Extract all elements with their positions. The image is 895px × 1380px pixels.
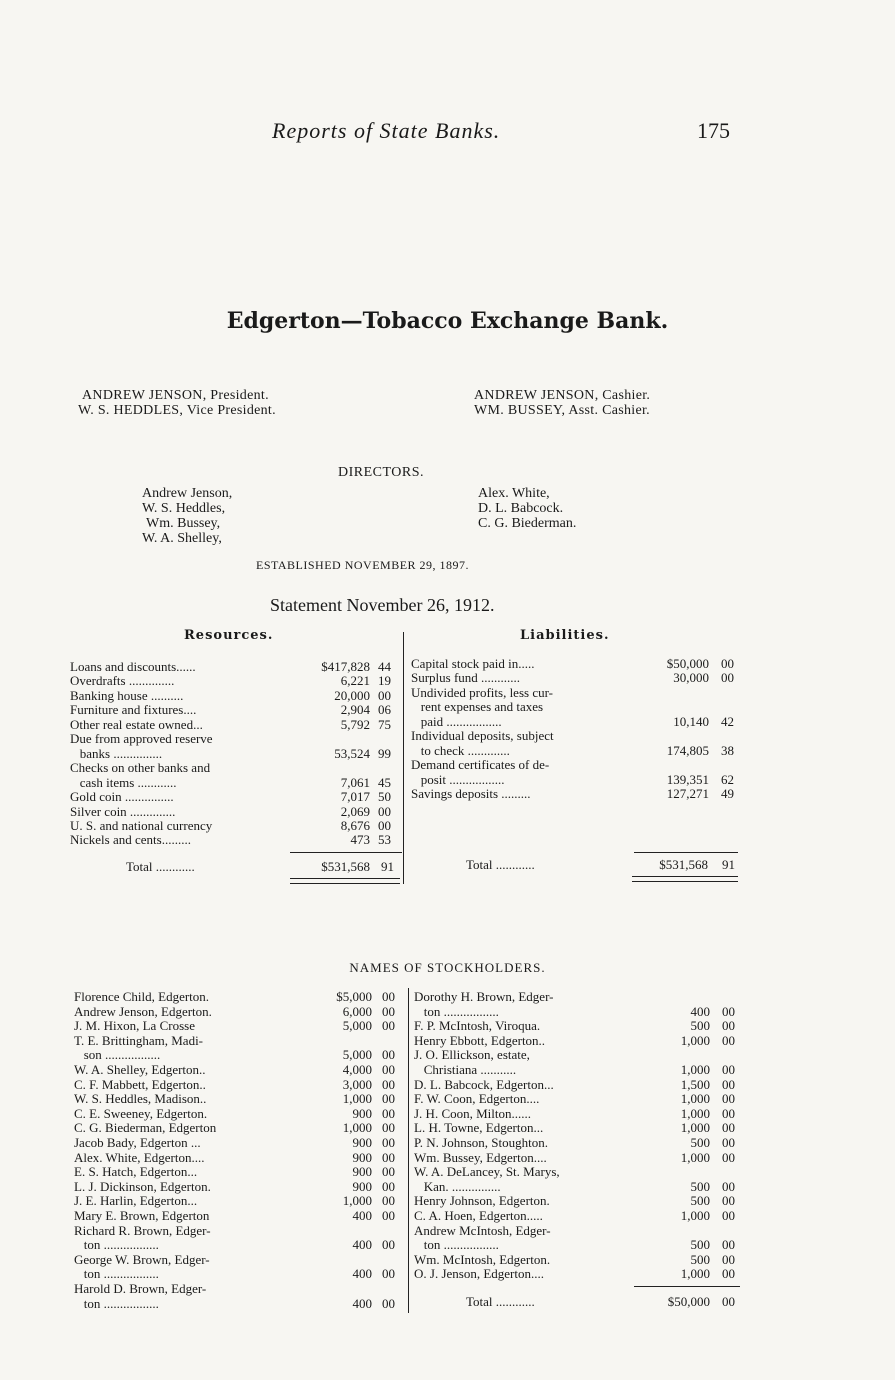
stockholder-name: Kan. ............... <box>414 1178 501 1194</box>
amount-dollars: 1,000 <box>680 1149 710 1165</box>
amount-cents: 00 <box>722 1135 735 1150</box>
stockholder-name: Andrew Jenson, Edgerton. <box>74 1003 212 1019</box>
liability-label: Individual deposits, subject <box>411 728 554 744</box>
amount-dollars: 1,000 <box>342 1091 372 1107</box>
amount-dollars: 400 <box>352 1295 372 1311</box>
amount-cents: 53 <box>378 832 391 848</box>
resource-label: Other real estate owned... <box>70 716 203 732</box>
amount-dollars: 400 <box>352 1237 372 1253</box>
amount-dollars: $5,000 <box>336 989 372 1004</box>
amount-cents: 00 <box>722 1018 735 1034</box>
liability-row <box>411 657 741 671</box>
director-name: Andrew Jenson, <box>142 486 233 501</box>
liability-label: rent expenses and taxes <box>411 699 544 715</box>
amount-dollars: 1,000 <box>342 1193 372 1209</box>
amount-dollars: 53,524 <box>334 745 370 761</box>
amount-cents: 00 <box>722 1003 735 1019</box>
stockholder-name: Jacob Bady, Edgerton ... <box>74 1135 201 1150</box>
resources-heading: Resources. <box>184 628 274 643</box>
stockholder-row <box>414 1136 742 1150</box>
stockholder-name: Wm. Bussey, Edgerton.... <box>414 1149 547 1165</box>
director-name: Wm. Bussey, <box>146 516 221 531</box>
directors-heading: DIRECTORS. <box>338 465 425 480</box>
stockholder-row <box>414 1048 742 1062</box>
column-divider <box>408 988 409 1313</box>
amount-dollars: $50,000 <box>666 656 709 671</box>
total-label: Total ............ <box>466 857 535 872</box>
amount-dollars: 3,000 <box>342 1076 372 1092</box>
amount-dollars: 5,000 <box>342 1047 372 1063</box>
resource-label: Due from approved reserve <box>70 731 213 747</box>
total-cents: 91 <box>381 859 394 874</box>
amount-dollars: 900 <box>352 1105 372 1121</box>
resource-row <box>70 805 402 819</box>
stockholder-row <box>74 1194 404 1208</box>
total-dollars: $531,568 <box>659 857 708 872</box>
stockholder-name: George W. Brown, Edger- <box>74 1251 210 1267</box>
resource-row <box>70 833 402 847</box>
amount-dollars: 1,000 <box>680 1266 710 1282</box>
stockholder-row <box>74 1282 404 1296</box>
amount-dollars: 473 <box>350 832 370 848</box>
stockholder-name: ton ................. <box>414 1237 499 1253</box>
total-cents: 00 <box>722 1294 735 1309</box>
stockholder-row <box>74 1005 404 1019</box>
stockholder-name: Richard R. Brown, Edger- <box>74 1222 211 1238</box>
stockholder-name: L. J. Dickinson, Edgerton. <box>74 1178 211 1194</box>
amount-dollars: 1,000 <box>680 1091 710 1107</box>
amount-cents: 00 <box>382 1105 395 1121</box>
stockholder-row <box>74 1034 404 1048</box>
stockholder-name: ton ................. <box>414 1003 499 1019</box>
amount-cents: 00 <box>382 1091 395 1107</box>
liability-label: to check ............. <box>411 742 510 758</box>
resource-row <box>70 819 402 833</box>
amount-cents: 00 <box>382 1076 395 1092</box>
running-title: Reports of State Banks. <box>272 118 501 143</box>
total-rule <box>634 1286 740 1287</box>
amount-dollars: 1,000 <box>680 1032 710 1048</box>
amount-dollars: 10,140 <box>673 713 709 729</box>
amount-dollars: 4,000 <box>342 1062 372 1077</box>
stockholder-row <box>414 1253 742 1267</box>
stockholder-name: Henry Johnson, Edgerton. <box>414 1193 550 1209</box>
page-number: 175 <box>697 118 730 143</box>
stockholder-row <box>74 1297 404 1311</box>
amount-cents: 00 <box>722 1032 735 1048</box>
amount-cents: 00 <box>722 1237 735 1253</box>
stockholder-name: Florence Child, Edgerton. <box>74 989 210 1004</box>
resource-label: Banking house .......... <box>70 687 184 703</box>
amount-cents: 00 <box>382 1149 395 1165</box>
amount-dollars: 400 <box>352 1208 372 1223</box>
amount-dollars: 500 <box>690 1251 710 1267</box>
stockholder-name: D. L. Babcock, Edgerton... <box>414 1076 554 1092</box>
amount-cents: 00 <box>722 1251 735 1267</box>
amount-cents: 19 <box>378 673 391 689</box>
amount-cents: 00 <box>722 1208 735 1223</box>
amount-cents: 49 <box>721 786 734 802</box>
stockholder-row <box>74 1209 404 1223</box>
amount-cents: 00 <box>722 1091 735 1107</box>
amount-dollars: 500 <box>690 1018 710 1034</box>
liability-row <box>411 700 741 714</box>
stockholder-name: Henry Ebbott, Edgerton.. <box>414 1032 546 1048</box>
stockholder-name: T. E. Brittingham, Madi- <box>74 1032 204 1048</box>
double-rule <box>632 876 738 882</box>
stockholder-row <box>74 1063 404 1077</box>
amount-dollars: 2,904 <box>340 702 370 718</box>
stockholder-row <box>414 1063 742 1077</box>
stockholder-name: L. H. Towne, Edgerton... <box>414 1120 544 1136</box>
amount-dollars: 900 <box>352 1164 372 1180</box>
resource-label: Silver coin .............. <box>70 803 176 819</box>
officer-asst-cashier: WM. BUSSEY, Asst. Cashier. <box>474 403 650 418</box>
stockholder-name: J. E. Harlin, Edgerton... <box>74 1193 198 1209</box>
total-rule <box>634 852 738 853</box>
amount-cents: 00 <box>382 989 395 1004</box>
resource-row <box>70 718 402 732</box>
stockholder-row <box>414 1165 742 1179</box>
stockholder-row <box>74 1121 404 1135</box>
stockholder-name: Dorothy H. Brown, Edger- <box>414 989 554 1004</box>
stockholder-row <box>74 1238 404 1252</box>
stockholder-row <box>414 1224 742 1238</box>
resource-row <box>70 776 402 790</box>
amount-dollars: 1,000 <box>680 1120 710 1136</box>
stockholder-row <box>414 1180 742 1194</box>
stockholder-row <box>74 1078 404 1092</box>
stockholder-name: Christiana ........... <box>414 1062 517 1077</box>
stockholder-name: Andrew McIntosh, Edger- <box>414 1222 551 1238</box>
liabilities-heading: Liabilities. <box>520 628 610 643</box>
stockholder-name: C. E. Sweeney, Edgerton. <box>74 1105 208 1121</box>
amount-cents: 38 <box>721 742 734 758</box>
amount-dollars: 1,000 <box>680 1208 710 1223</box>
amount-dollars: $417,828 <box>321 659 370 674</box>
total-rule <box>290 852 402 853</box>
liability-label: posit ................. <box>411 771 505 787</box>
total-cents: 91 <box>722 857 735 872</box>
amount-dollars: 500 <box>690 1178 710 1194</box>
director-name: W. A. Shelley, <box>142 531 222 546</box>
liability-row <box>411 686 741 700</box>
stockholder-name: J. O. Ellickson, estate, <box>414 1047 530 1063</box>
amount-cents: 00 <box>382 1018 395 1034</box>
liability-row <box>411 729 741 743</box>
resource-label: cash items ............ <box>70 774 177 790</box>
resource-label: Nickels and cents......... <box>70 832 191 848</box>
liability-row <box>411 758 741 772</box>
liability-row <box>411 787 741 801</box>
liability-row <box>411 715 741 729</box>
stockholder-row <box>74 990 404 1004</box>
amount-cents: 00 <box>382 1135 395 1150</box>
double-rule <box>290 878 400 884</box>
stockholder-name: W. A. DeLancey, St. Marys, <box>414 1164 560 1180</box>
bank-title: Edgerton—Tobacco Exchange Bank. <box>226 308 669 334</box>
amount-cents: 00 <box>378 817 391 833</box>
amount-dollars: 30,000 <box>673 670 709 686</box>
stockholder-name: Harold D. Brown, Edger- <box>74 1281 207 1296</box>
resource-row <box>70 703 402 717</box>
stockholder-name: J. H. Coon, Milton...... <box>414 1105 532 1121</box>
total-dollars: $531,568 <box>321 859 370 874</box>
resource-label: Furniture and fixtures.... <box>70 702 197 718</box>
amount-cents: 00 <box>382 1047 395 1063</box>
total-dollars: $50,000 <box>667 1294 710 1309</box>
resource-row <box>70 732 402 746</box>
amount-cents: 00 <box>722 1149 735 1165</box>
resource-label: Loans and discounts...... <box>70 659 196 674</box>
amount-dollars: 1,500 <box>680 1076 710 1092</box>
amount-cents: 00 <box>722 1062 735 1077</box>
stockholder-row <box>414 1209 742 1223</box>
stockholder-row <box>74 1151 404 1165</box>
amount-dollars: 127,271 <box>666 786 709 802</box>
director-name: W. S. Heddles, <box>142 501 226 516</box>
resource-row <box>70 689 402 703</box>
resource-label: Gold coin ............... <box>70 789 174 805</box>
stockholder-row <box>74 1092 404 1106</box>
stockholder-name: Wm. McIntosh, Edgerton. <box>414 1251 551 1267</box>
stockholder-row <box>74 1019 404 1033</box>
amount-cents: 00 <box>378 687 391 703</box>
resource-label: U. S. and national currency <box>70 817 213 833</box>
amount-dollars: 400 <box>690 1003 710 1019</box>
stockholders-total-row <box>466 1295 742 1309</box>
stockholder-row <box>74 1165 404 1179</box>
officer-president: ANDREW JENSON, President. <box>82 388 269 403</box>
stockholder-row <box>74 1107 404 1121</box>
amount-cents: 00 <box>382 1164 395 1180</box>
amount-cents: 00 <box>722 1120 735 1136</box>
stockholder-name: E. S. Hatch, Edgerton... <box>74 1164 198 1180</box>
resource-label: Checks on other banks and <box>70 760 211 776</box>
amount-cents: 50 <box>378 789 391 805</box>
amount-cents: 00 <box>382 1003 395 1019</box>
total-label: Total ............ <box>466 1294 535 1309</box>
amount-cents: 00 <box>382 1178 395 1194</box>
amount-cents: 00 <box>382 1120 395 1136</box>
amount-dollars: 1,000 <box>680 1062 710 1077</box>
amount-dollars: 5,000 <box>342 1018 372 1034</box>
amount-cents: 75 <box>378 716 391 732</box>
amount-cents: 00 <box>382 1208 395 1223</box>
established-date: ESTABLISHED NOVEMBER 29, 1897. <box>256 558 470 572</box>
liabilities-total-row <box>466 858 740 872</box>
stockholder-row <box>414 990 742 1004</box>
stockholder-row <box>414 1005 742 1019</box>
stockholder-row <box>414 1194 742 1208</box>
stockholder-row <box>414 1121 742 1135</box>
amount-dollars: 5,792 <box>340 716 370 732</box>
stockholder-row <box>414 1151 742 1165</box>
total-label: Total ............ <box>126 859 195 874</box>
amount-dollars: 2,069 <box>340 803 370 819</box>
amount-dollars: 500 <box>690 1135 710 1150</box>
amount-cents: 00 <box>378 803 391 819</box>
liability-row <box>411 671 741 685</box>
stockholder-name: C. G. Biederman, Edgerton <box>74 1120 217 1136</box>
amount-cents: 42 <box>721 713 734 729</box>
resource-label: Overdrafts .............. <box>70 673 175 689</box>
amount-cents: 44 <box>378 659 391 674</box>
resource-row <box>70 674 402 688</box>
amount-dollars: 20,000 <box>334 687 370 703</box>
stockholder-row <box>414 1107 742 1121</box>
amount-dollars: 6,221 <box>340 673 370 689</box>
amount-cents: 00 <box>382 1193 395 1209</box>
amount-dollars: 1,000 <box>680 1105 710 1121</box>
stockholder-row <box>414 1034 742 1048</box>
liability-label: Surplus fund ............ <box>411 670 521 686</box>
statement-title: Statement November 26, 1912. <box>270 595 495 615</box>
stockholder-name: ton ................. <box>74 1237 159 1253</box>
stockholder-name: W. S. Heddles, Madison.. <box>74 1091 207 1107</box>
amount-cents: 00 <box>722 1193 735 1209</box>
amount-cents: 06 <box>378 702 391 718</box>
amount-dollars: 900 <box>352 1149 372 1165</box>
stockholder-name: W. A. Shelley, Edgerton.. <box>74 1062 206 1077</box>
resource-row <box>70 747 402 761</box>
stockholder-name: ton ................. <box>74 1295 159 1311</box>
amount-cents: 00 <box>722 1105 735 1121</box>
amount-dollars: 8,676 <box>340 817 370 833</box>
resource-row <box>70 790 402 804</box>
stockholder-row <box>414 1019 742 1033</box>
amount-cents: 00 <box>721 670 734 686</box>
amount-cents: 45 <box>378 774 391 790</box>
stockholder-row <box>414 1078 742 1092</box>
stockholder-name: C. A. Hoen, Edgerton..... <box>414 1208 543 1223</box>
amount-cents: 00 <box>382 1062 395 1077</box>
amount-cents: 00 <box>382 1295 395 1311</box>
stockholder-row <box>414 1267 742 1281</box>
liability-label: Undivided profits, less cur- <box>411 684 553 700</box>
director-name: Alex. White, <box>478 486 550 501</box>
stockholder-row <box>74 1048 404 1062</box>
amount-cents: 99 <box>378 745 391 761</box>
stockholder-row <box>74 1253 404 1267</box>
director-name: D. L. Babcock. <box>478 501 564 516</box>
amount-dollars: 174,805 <box>666 742 709 758</box>
liability-row <box>411 744 741 758</box>
amount-dollars: 900 <box>352 1178 372 1194</box>
amount-dollars: 500 <box>690 1193 710 1209</box>
director-name: C. G. Biederman. <box>478 516 577 531</box>
stockholder-row <box>74 1224 404 1238</box>
resource-row <box>70 660 402 674</box>
liability-row <box>411 773 741 787</box>
liability-label: paid ................. <box>411 713 502 729</box>
stockholder-row <box>74 1136 404 1150</box>
amount-cents: 00 <box>721 656 734 671</box>
column-divider <box>403 632 404 884</box>
stockholders-heading: NAMES OF STOCKHOLDERS. <box>349 960 546 975</box>
stockholder-name: J. M. Hixon, La Crosse <box>74 1018 195 1034</box>
amount-cents: 00 <box>722 1266 735 1282</box>
resource-label: banks ............... <box>70 745 163 761</box>
stockholder-name: ton ................. <box>74 1266 159 1282</box>
stockholder-name: C. F. Mabbett, Edgerton.. <box>74 1076 206 1092</box>
resources-total-row <box>126 860 402 874</box>
stockholder-row <box>74 1180 404 1194</box>
stockholder-name: O. J. Jenson, Edgerton.... <box>414 1266 544 1282</box>
amount-dollars: 6,000 <box>342 1003 372 1019</box>
stockholder-name: son ................. <box>74 1047 161 1063</box>
officer-cashier: ANDREW JENSON, Cashier. <box>474 388 651 403</box>
amount-dollars: 7,061 <box>340 774 370 790</box>
stockholder-row <box>414 1092 742 1106</box>
amount-dollars: 139,351 <box>666 771 709 787</box>
stockholder-name: F. P. McIntosh, Viroqua. <box>414 1018 541 1034</box>
amount-dollars: 900 <box>352 1135 372 1150</box>
amount-cents: 00 <box>722 1178 735 1194</box>
resource-row <box>70 761 402 775</box>
amount-dollars: 500 <box>690 1237 710 1253</box>
amount-cents: 00 <box>382 1266 395 1282</box>
amount-cents: 00 <box>722 1076 735 1092</box>
liability-label: Savings deposits ......... <box>411 786 531 802</box>
stockholder-name: Mary E. Brown, Edgerton <box>74 1208 210 1223</box>
amount-cents: 62 <box>721 771 734 787</box>
stockholder-row <box>414 1238 742 1252</box>
amount-dollars: 400 <box>352 1266 372 1282</box>
liability-label: Capital stock paid in..... <box>411 656 535 671</box>
stockholder-name: F. W. Coon, Edgerton.... <box>414 1091 540 1107</box>
stockholder-name: Alex. White, Edgerton.... <box>74 1149 205 1165</box>
liability-label: Demand certificates of de- <box>411 757 550 773</box>
amount-dollars: 1,000 <box>342 1120 372 1136</box>
amount-dollars: 7,017 <box>340 789 370 805</box>
stockholder-row <box>74 1267 404 1281</box>
stockholder-name: P. N. Johnson, Stoughton. <box>414 1135 548 1150</box>
officer-vice-president: W. S. HEDDLES, Vice President. <box>78 403 276 418</box>
amount-cents: 00 <box>382 1237 395 1253</box>
